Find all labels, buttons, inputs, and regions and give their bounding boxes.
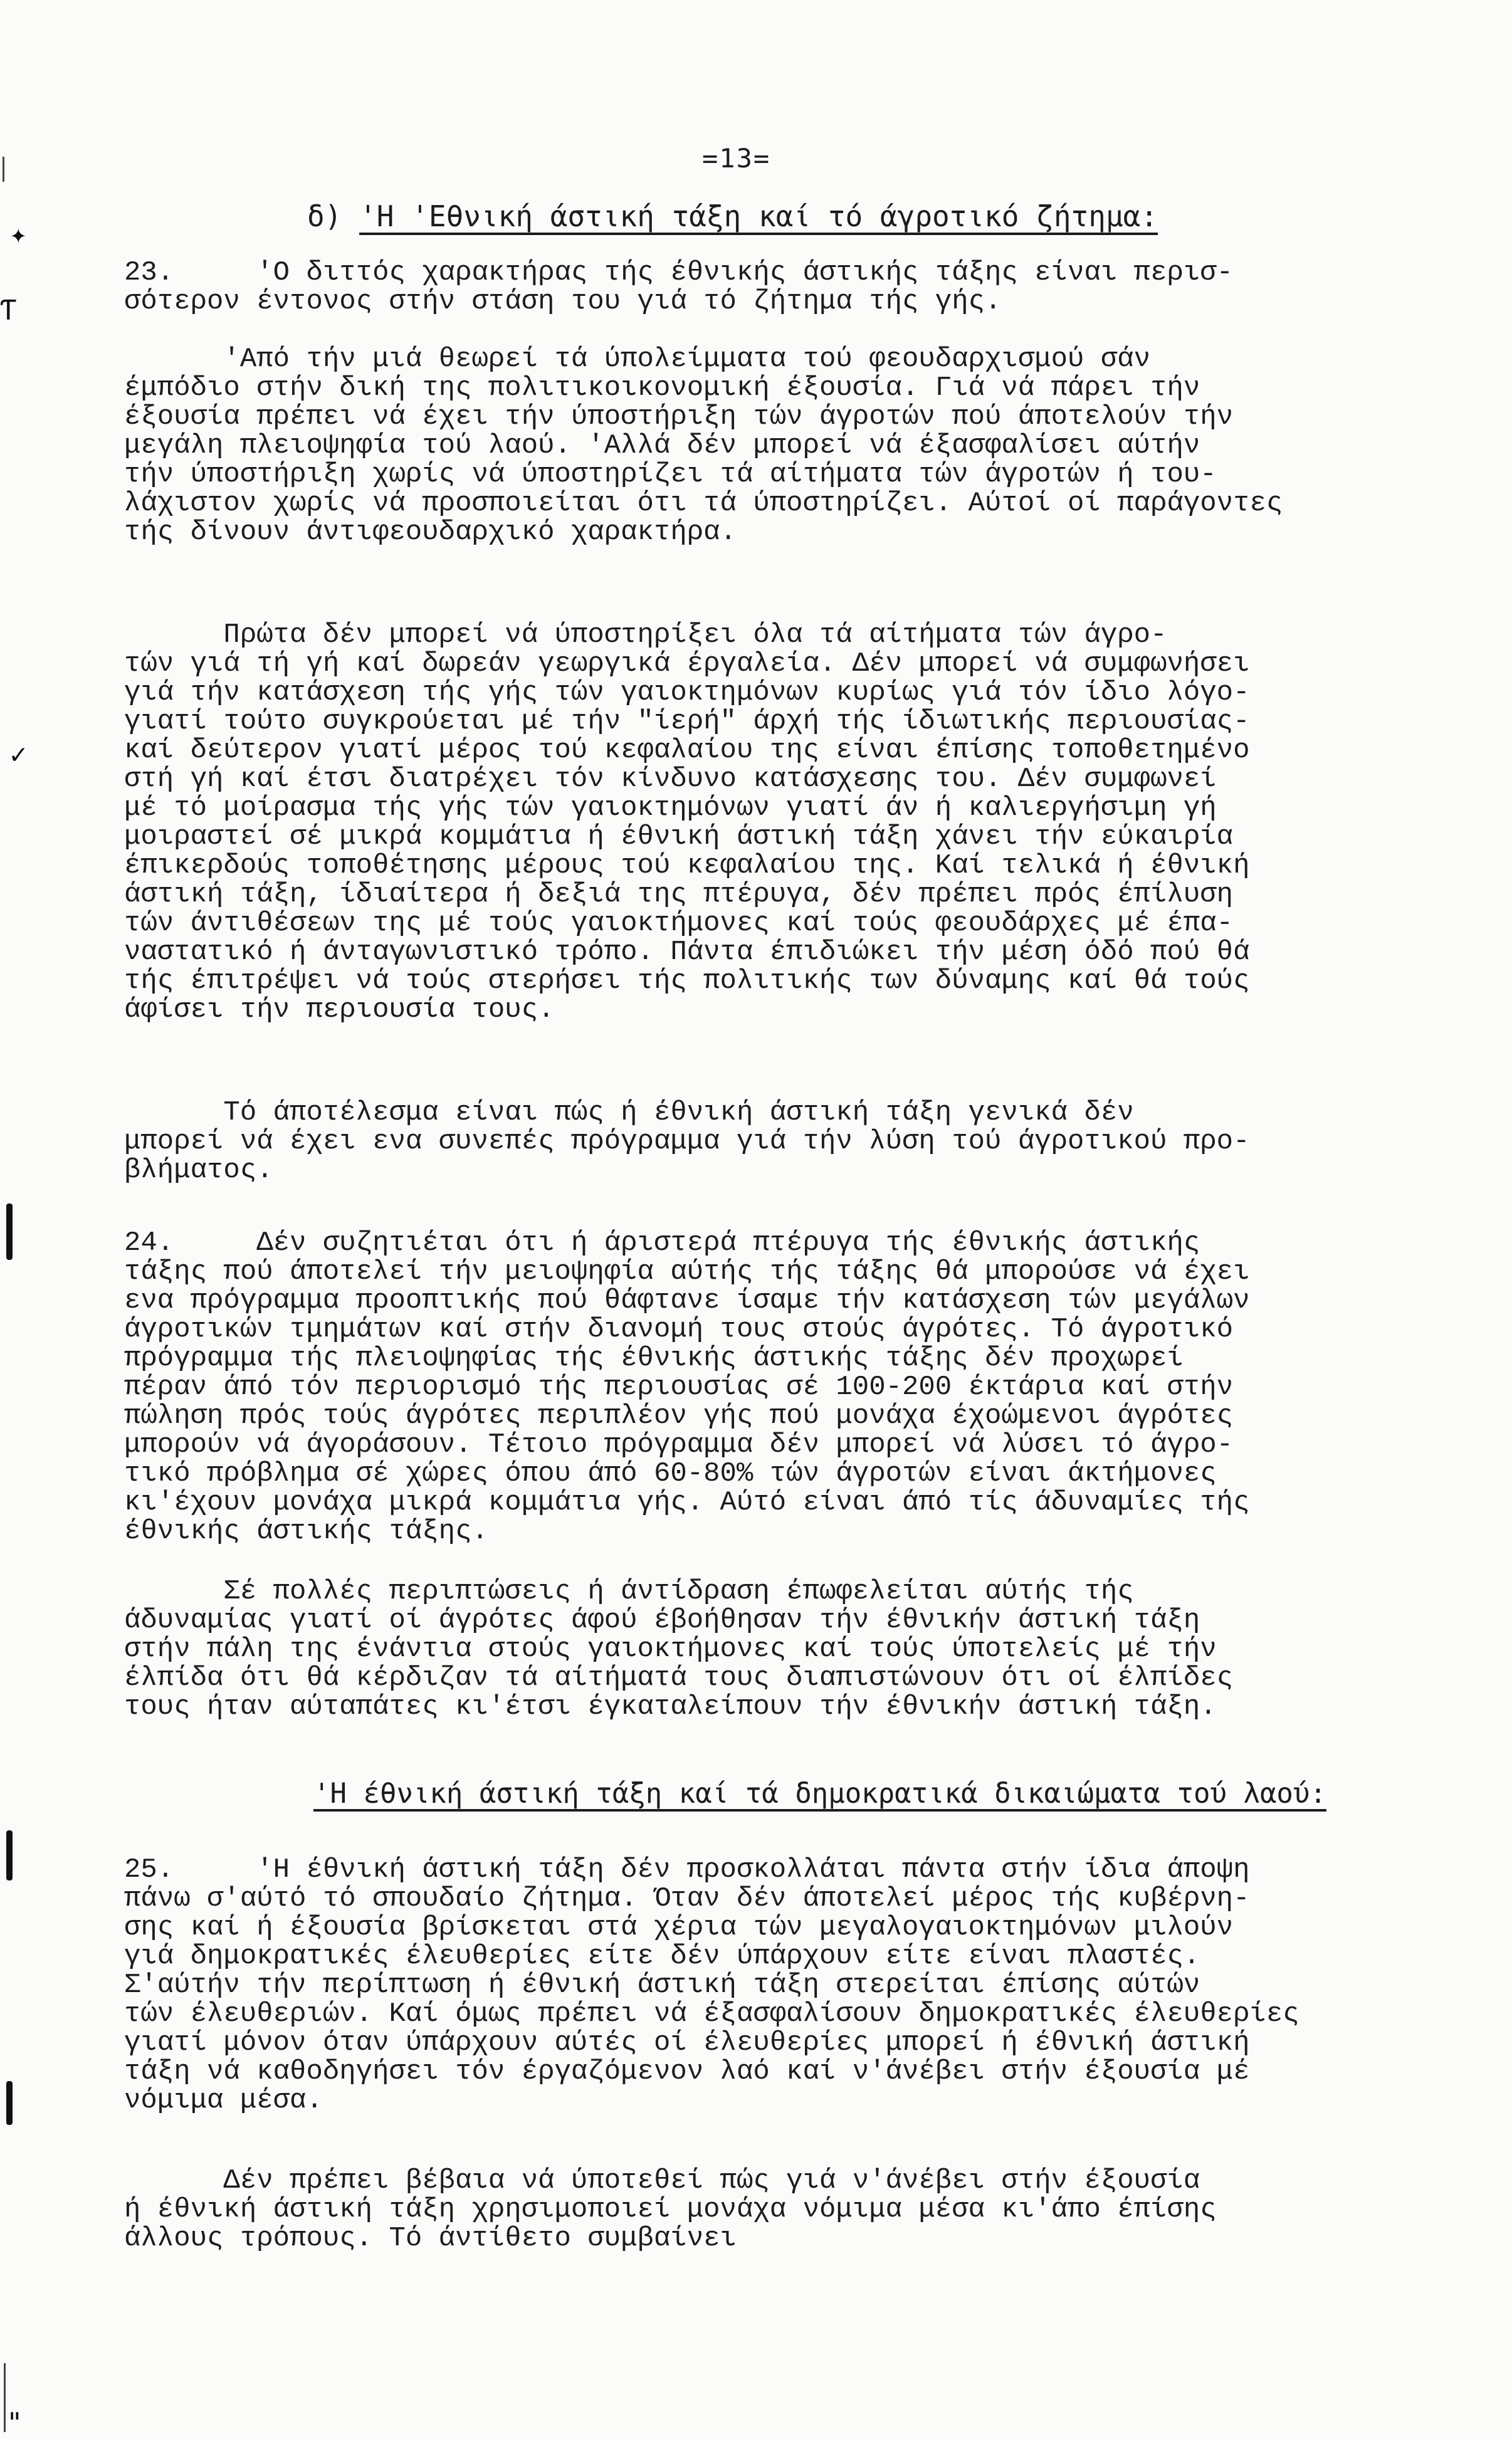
paragraph-24: 24. Δέν συζητιέται ότι ή άριστερά πτέρυγα τής έθνικής άστικής τάξης πού άποτελεί τήν μειοψηφία αύτής τής τάξης θά μπορούσε νά έχει ενα πρόγραμμα προοπτικής πού θάφτανε ίσαμε τήν κατάσχεση τών μεγάλων άγροτικών τμημάτων καί στήν διανομή τους στούς άγρότες. Τό άγροτικό πρόγραμμα τής πλειοψηφίας τής έθνικής άστικής τάξης δέν προχωρεί πέραν άπό τόν περιορισμό τής περιουσίας σέ 100-200 έκτάρια καί στήν πώληση πρός τούς άγρότες περιπλέον γής πού μονάχα έχοώμενοι άγρότες μπορούν νά άγοράσουν. Τέτοιο πρόγραμμα δέν μπορεί νά λύσει τό άγρο- τικό πρόβλημα σέ χώρες όπου άπό 60-80% τών άγροτών είναι άκτήμονες κι'έχουν μονάχα μικρά κομμάτια γής. Αύτό είναι άπό τίς άδυναμίες τής έθνικής άστικής τάξης. xyxy=(124,1227,1250,1547)
margin-mark: " xyxy=(6,2407,23,2439)
section-heading-text: 'Η 'Εθνική άστική τάξη καί τό άγροτικό ζήτημα: xyxy=(359,199,1158,233)
margin-line xyxy=(6,1830,13,1880)
margin-line xyxy=(6,2081,13,2125)
margin-line xyxy=(6,1204,13,1260)
subheading: 'Η έθνική άστική τάξη καί τά δημοκρατικά δικαιώματα τού λαού: xyxy=(313,1778,1326,1810)
section-heading-prefix: δ) xyxy=(307,199,360,233)
paragraph-23-c: Τό άποτέλεσμα είναι πώς ή έθνική άστική τάξη γενικά δέν μπορεί νά έχει ενα συνεπές πρόγραμμα γιά τήν λύση τού άγροτικού προ- βλήματος. xyxy=(124,1097,1250,1186)
margin-mark: ✓ xyxy=(10,738,27,770)
margin-line xyxy=(3,157,4,182)
paragraph-25: 25. 'Η έθνική άστική τάξη δέν προσκολλάται πάντα στήν ίδια άποψη πάνω σ'αύτό τό σπουδαίο ζήτημα. Όταν δέν άποτελεί μέρος τής κυβέρνη- σης καί ή έξουσία βρίσκεται στά χέρια τών μεγαλογαιοκτημόνων μιλούν γιά δημοκρατικές έλευθερίες είτε δέν ύπάρχουν είτε είναι πλαστές. Σ'αύτήν τήν περίπτωση ή έθνική άστική τάξη στερείται έπίσης αύτών τών έλευθεριών. Καί όμως πρέπει νά έξασφαλίσουν δημοκρατικές έλευθερίες γιατί μόνον όταν ύπάρχουν αύτές οί έλευθερίες μπορεί ή έθνική άστική τάξη νά καθοδηγήσει τόν έργαζόμενον λαό καί ν'άνέβει στήν έξουσία μέ νόμιμα μέσα. xyxy=(124,1854,1299,2116)
paragraph-25-b: Δέν πρέπει βέβαια νά ύποτεθεί πώς γιά ν'άνέβει στήν έξουσία ή έθνική άστική τάξη χρησιμοποιεί μονάχα νόμιμα μέσα κι'άπο έπίσης άλλους τρόπους. Τό άντίθετο συμβαίνει xyxy=(124,2165,1217,2254)
paragraph-23-b: Πρώτα δέν μπορεί νά ύποστηρίξει όλα τά αίτήματα τών άγρο- τών γιά τή γή καί δωρεάν γεωργικά έργαλεία. Δέν μπορεί νά συμφωνήσει γιά τήν κατάσχεση τής γής τών γαιοκτημόνων κυρίως γιά τόν ίδιο λόγο- γιατί τούτο συγκρούεται μέ τήν "ίερή" άρχή τής ίδιωτικής περιουσίας- καί δεύτερον γιατί μέρος τού κεφαλαίου της είναι έπίσης τοποθετημένο στή γή καί έτσι διατρέχει τόν κίνδυνο κατάσχεσης του. Δέν συμφωνεί μέ τό μοίρασμα τής γής τών γαιοκτημόνων γιατί άν ή καλιεργήσιμη γή μοιραστεί σέ μικρά κομμάτια ή έθνική άστική τάξη χάνει τήν εύκαιρία έπικερδούς τοποθέτησης μέρους τού κεφαλαίου της. Καί τελικά ή έθνική άστική τάξη, ίδιαίτερα ή δεξιά της πτέρυγα, δέν πρέπει πρός έπίλυση τών άντιθέσεων της μέ τούς γαιοκτήμονες καί τούς φεουδάρχες μέ έπα- ναστατικό ή άνταγωνιστικό τρόπο. Πάντα έπιδιώκει τήν μέση όδό πού θά τής έπιτρέψει νά τούς στερήσει τής πολιτικής των δύναμης καί θά τούς άφίσει τήν περιουσία τους. xyxy=(124,619,1250,1025)
page-number: =13= xyxy=(702,143,771,174)
section-heading xyxy=(307,199,1158,233)
margin-mark: ✦ xyxy=(10,218,27,250)
margin-line xyxy=(4,2363,6,2432)
paragraph-24-b: Σέ πολλές περιπτώσεις ή άντίδραση έπωφελείται αύτής τής άδυναμίας γιατί οί άγρότες άφού έβοήθησαν τήν έθνικήν άστική τάξη στήν πάλη της ένάντια στούς γαιοκτήμονες καί τούς ύποτελείς μέ τήν έλπίδα ότι θά κέρδιζαν τά αίτήματά τους διαπιστώνουν ότι οί έλπίδες τους ήταν αύταπάτες κι'έτσι έγκαταλείπουν τήν έθνικήν άστική τάξη. xyxy=(124,1576,1234,1723)
margin-mark: Ƭ xyxy=(0,295,17,327)
paragraph-23: 23. 'Ο διττός χαρακτήρας τής έθνικής άστικής τάξης είναι περισ- σότερον έντονος στήν στάση του γιά τό ζήτημα τής γής. 'Από τήν μιά θεωρεί τά ύπολείμματα τού φεουδαρχισμού σάν έμπόδιο στήν δική της πολιτικοικονομική έξουσία. Γιά νά πάρει τήν έξουσία πρέπει νά έχει τήν ύποστήριξη τών άγροτών πού άποτελούν τήν μεγάλη πλειοψηφία τού λαού. 'Αλλά δέν μπορεί νά έξασφαλίσει αύτήν τήν ύποστήριξη χωρίς νά ύποστηρίζει τά αίτήματα τών άγροτών ή του- λάχιστον χωρίς νά προσποιείται ότι τά ύποστηρίζει. Αύτοί οί παράγοντες τής δίνουν άντιφεουδαρχικό χαρακτήρα. xyxy=(124,257,1283,548)
